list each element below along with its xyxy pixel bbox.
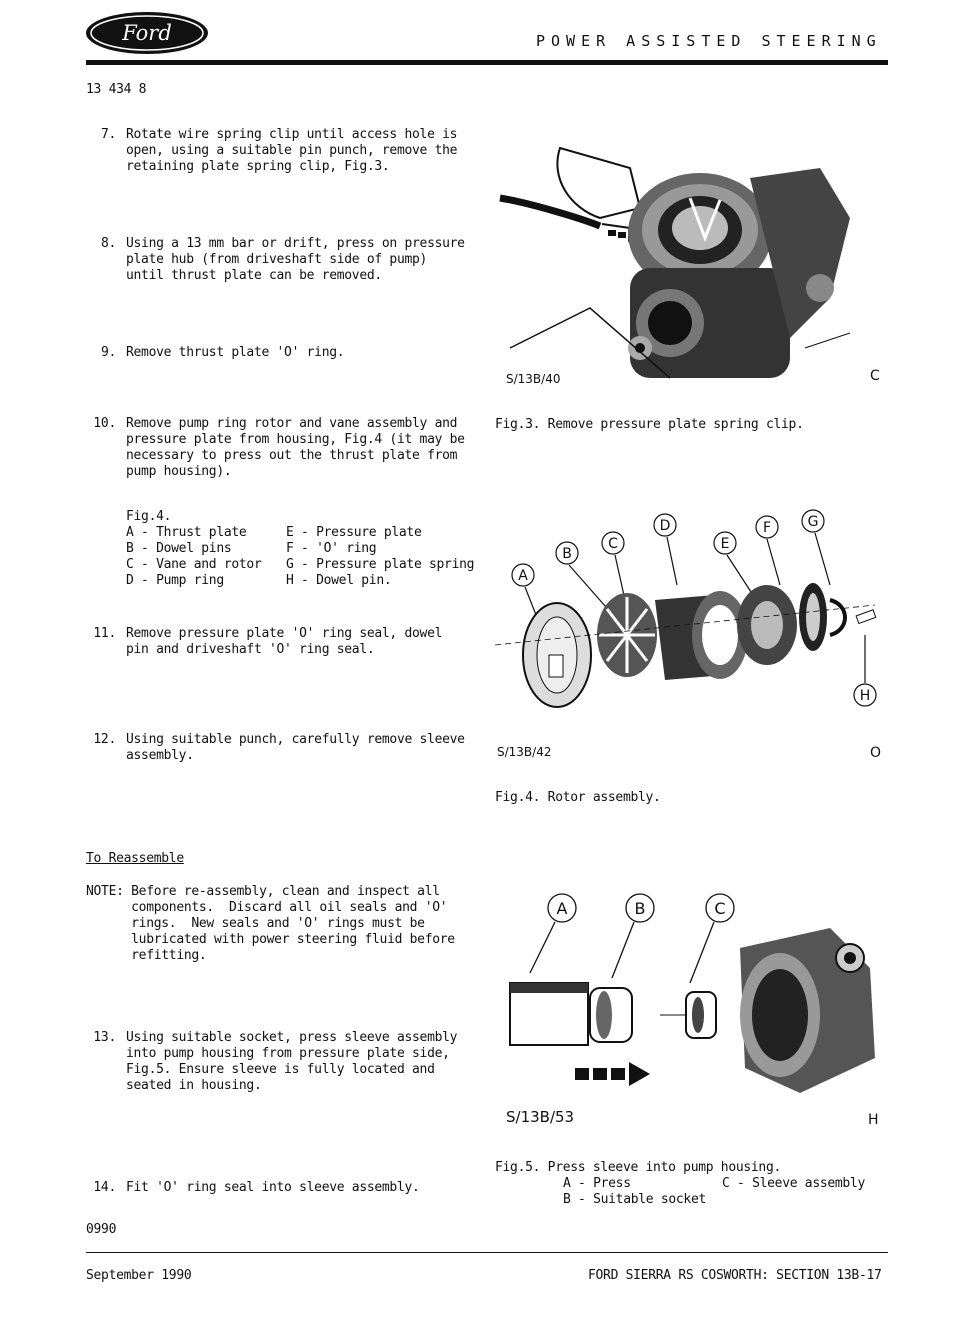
callout-a: A [518,568,528,584]
reassemble-heading: To Reassemble [86,851,184,866]
doc-code: 13 434 8 [86,82,147,97]
callout-b: B [562,546,572,562]
fig5-illustration [500,888,885,1098]
legend-item: D - Pump ring [126,573,224,588]
legend-item: B - Dowel pins [126,541,232,556]
fig4-illustration [495,505,885,725]
ford-logo [84,10,210,56]
fig5-caption: Fig.5. Press sleeve into pump housing. [495,1160,782,1175]
fig5-ref: S/13B/53 [506,1108,575,1126]
step-text: Rotate wire spring clip until access hole is open, using a suitable pin punch, remove the retaining plate spring clip, Fig.3. [126,127,458,174]
callout-c: C [714,899,726,918]
step-number: 7. [100,127,116,142]
step-text: Using suitable punch, carefully remove sleeve assembly. [126,732,465,763]
step-number: 13. [93,1030,116,1045]
reassemble-note: NOTE: Before re-assembly, clean and inspect all components. Discard all oil seals and 'O' rings. New seals and 'O' rings must be lubricated with power steering fluid before refitting. [86,884,455,963]
footer-date: September 1990 [86,1268,192,1283]
legend-item: H - Dowel pin. [286,573,392,588]
step-text: Using suitable socket, press sleeve assembly into pump housing from pressure plate side, Fig.5. Ensure sleeve is fully located and seated in housing. [126,1030,458,1093]
fig4-legend-title: Fig.4. [126,509,172,524]
page-code: 0990 [86,1222,117,1237]
step-text: Fit 'O' ring seal into sleeve assembly. [126,1180,420,1195]
fig5-corner-mark: H [868,1112,879,1128]
callout-d: D [659,518,671,534]
fig5-legend-b: B - Suitable socket [563,1192,707,1207]
step-number: 8. [100,236,116,251]
fig4-legend [126,525,506,589]
fig4-corner-mark: O [870,745,882,761]
fig4-caption: Fig.4. Rotor assembly. [495,790,661,805]
step-number: 10. [93,416,116,431]
fig3-ref: S/13B/40 [506,372,561,386]
callout-e: E [720,536,730,552]
legend-item: C - Vane and rotor [126,557,262,572]
fig3-caption: Fig.3. Remove pressure plate spring clip. [495,417,804,432]
legend-item: A - Thrust plate [126,525,247,540]
callout-f: F [762,520,772,536]
step-number: 12. [93,732,116,747]
callout-g: G [807,514,819,530]
fig5-legend-c: C - Sleeve assembly [722,1176,866,1191]
fig3-illustration [490,138,880,388]
logo-text: Ford [122,21,172,45]
step-text: Remove pump ring rotor and vane assembly and pressure plate from housing, Fig.4 (it may be necessary to press out the thrust plate from pump housing). [126,416,465,479]
fig3-corner-mark: C [870,368,880,384]
step-number: 14. [93,1180,116,1195]
header-rule [86,60,888,65]
page-title: POWER ASSISTED STEERING [536,32,882,50]
legend-item: E - Pressure plate [286,525,422,540]
step-number: 11. [93,626,116,641]
footer-section: FORD SIERRA RS COSWORTH: SECTION 13B-17 [588,1268,882,1283]
step-text: Remove pressure plate 'O' ring seal, dowel pin and driveshaft 'O' ring seal. [126,626,443,657]
callout-h: H [859,688,871,704]
legend-item: F - 'O' ring [286,541,377,556]
fig4-ref: S/13B/42 [497,745,552,759]
callout-b: B [634,899,646,918]
fig5-legend-a: A - Press [563,1176,631,1191]
step-text: Using a 13 mm bar or drift, press on pressure plate hub (from driveshaft side of pump) until thrust plate can be removed. [126,236,465,283]
step-text: Remove thrust plate 'O' ring. [126,345,345,360]
legend-item: G - Pressure plate spring [286,557,475,572]
footer-rule [86,1252,888,1253]
callout-a: A [556,899,568,918]
callout-c: C [608,536,618,552]
step-number: 9. [100,345,116,360]
